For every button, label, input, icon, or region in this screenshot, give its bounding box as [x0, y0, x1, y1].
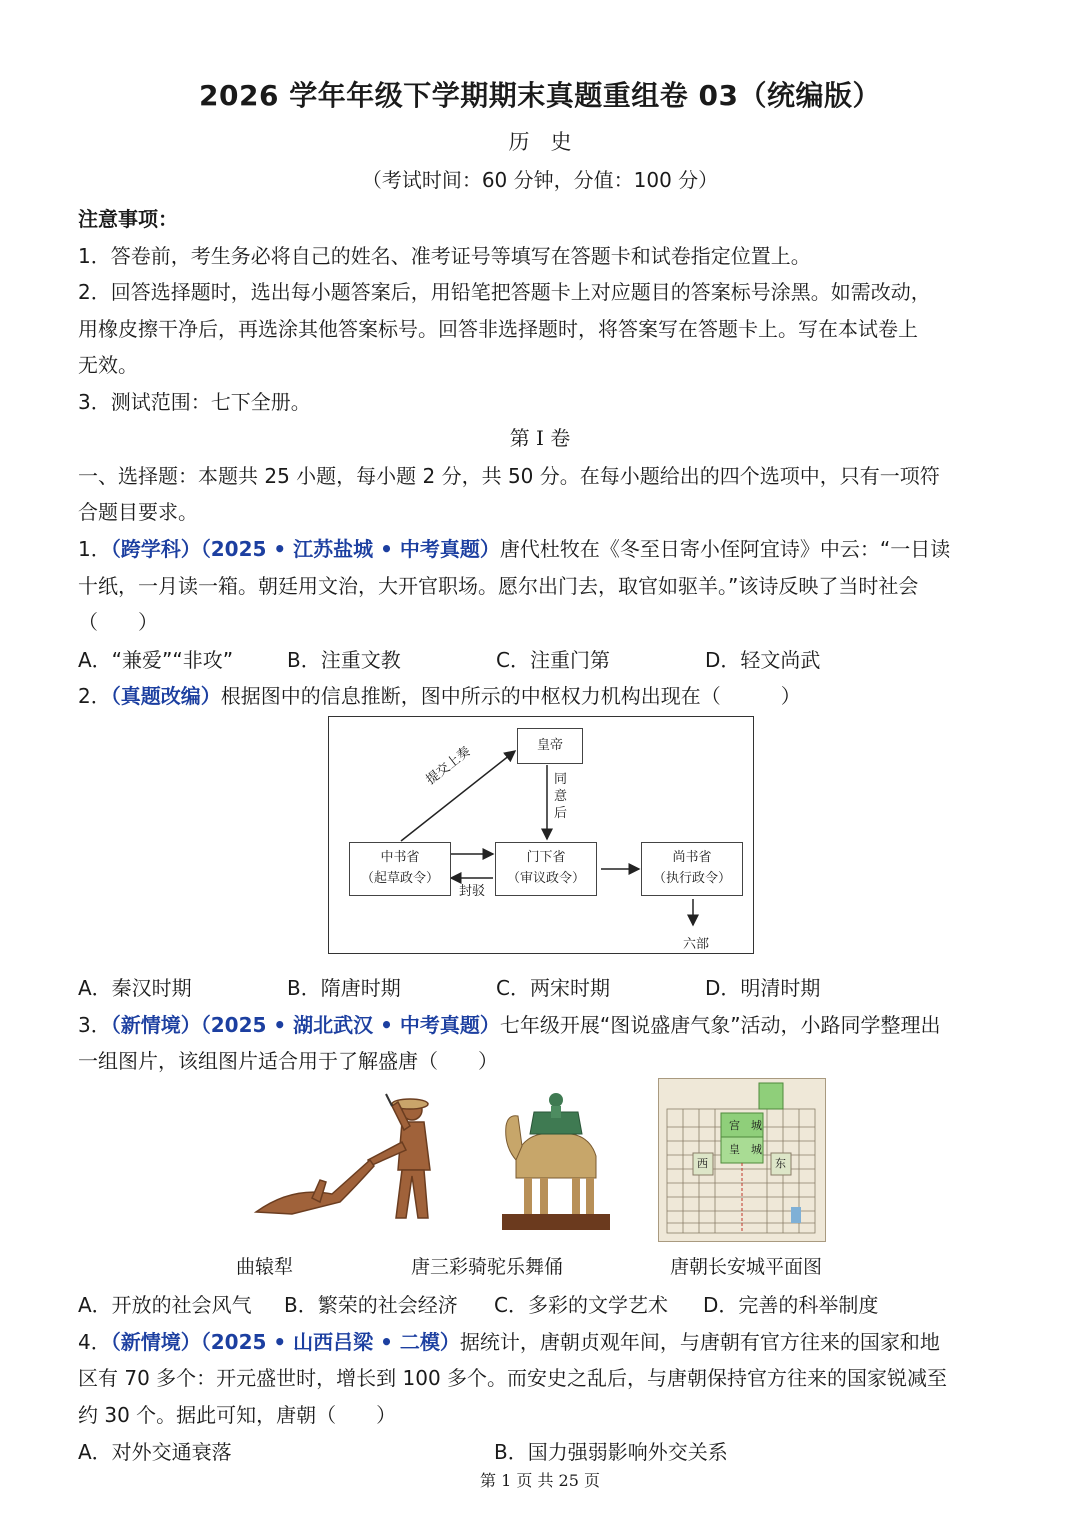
subject-label: 历 史 [508, 130, 572, 154]
question-1-line-1 [78, 533, 950, 562]
sixbu-label: 六部 [683, 937, 710, 952]
question-number: 4． [78, 1330, 111, 1354]
question-text: 根据图中的信息推断，图中所示的中枢权力机构出现在（ ） [220, 684, 801, 708]
question-3-line-2: 一组图片，该组图片适合用于了解盛唐（ ） [78, 1049, 498, 1073]
q3-option-b: B．繁荣的社会经济 [284, 1293, 458, 1317]
question-text: 七年级开展“图说盛唐气象”活动，小路同学整理出 [499, 1013, 941, 1037]
page-number-footer: 第 1 页 共 25 页 [480, 1471, 600, 1490]
exam-info: （考试时间：60 分钟，分值：100 分） [361, 168, 719, 192]
question-text: 唐代杜牧在《冬至日寄小侄阿宜诗》中云：“一日读 [499, 537, 951, 561]
q1-option-a: A．“兼爱”“非攻” [78, 648, 234, 672]
tang-sancai-camel-image [496, 1086, 616, 1236]
question-number: 2． [78, 684, 111, 708]
curved-plough-image [252, 1090, 462, 1230]
dancer-body [551, 1106, 561, 1118]
question-text: 据统计，唐朝贞观年间，与唐朝有官方往来的国家和地 [459, 1330, 940, 1354]
changan-map-image [658, 1078, 826, 1242]
lake [791, 1207, 801, 1223]
east-label: 东 [775, 1157, 786, 1170]
zhongshu-box [349, 842, 451, 896]
question-source: （真题改编） [110, 684, 221, 708]
q2-option-a: A．秦汉时期 [78, 976, 192, 1000]
question-source: （跨学科）（2025 • 江苏盐城 • 中考真题） [110, 537, 500, 561]
question-3-line-1 [78, 1009, 941, 1038]
farmer-legs [396, 1170, 428, 1218]
camel-leg [524, 1178, 532, 1214]
submit-label: 提交上奏 [423, 744, 474, 788]
question-1-line-3: （ ） [78, 610, 158, 634]
q3-option-d: D．完善的科举制度 [703, 1293, 879, 1317]
government-structure-diagram [328, 716, 754, 954]
question-number: 1． [78, 537, 111, 561]
camel-leg [586, 1178, 594, 1214]
zhongshu-name: 中书省 [380, 850, 420, 865]
question-source: （新情境）（2025 • 湖北武汉 • 中考真题） [110, 1013, 500, 1037]
question-2-line-1 [78, 680, 801, 709]
q4-option-a: A．对外交通衰落 [78, 1440, 232, 1464]
menxia-name: 门下省 [526, 850, 566, 865]
question-source: （新情境）（2025 • 山西吕梁 • 二模） [110, 1330, 460, 1354]
image-caption-2: 唐三彩骑驼乐舞俑 [411, 1256, 564, 1278]
question-4-line-2: 区有 70 多个：开元盛世时，增长到 100 多个。而安史之乱后，与唐朝保持官方往来的国家锐减至 [78, 1366, 948, 1390]
whip [386, 1094, 392, 1106]
section-instructions-line-2: 合题目要求。 [78, 500, 198, 524]
agree-label: 同意后 [554, 772, 568, 821]
notice-item-3: 3．测试范围：七下全册。 [78, 390, 311, 414]
camel-leg [572, 1178, 580, 1214]
section-instructions-line-1: 一、选择题：本题共 25 小题，每小题 2 分，共 50 分。在每小题给出的四个选项中，只有一项符 [78, 464, 940, 488]
imperial-label: 皇 城 [729, 1143, 762, 1156]
menxia-box [495, 842, 597, 896]
plough-beam [256, 1160, 374, 1214]
q2-option-b: B．隋唐时期 [287, 976, 401, 1000]
figurine-base [502, 1214, 610, 1230]
q4-option-b: B．国力强弱影响外交关系 [494, 1440, 728, 1464]
question-1-line-2: 十纸，一月读一箱。朝廷用文治，大开官职场。愿尔出门去，取官如驱羊。”该诗反映了当时社会 [78, 574, 919, 598]
question-4-line-3: 约 30 个。据此可知，唐朝（ ） [78, 1403, 397, 1427]
question-number: 3． [78, 1013, 111, 1037]
part-label: 第 I 卷 [509, 426, 571, 450]
q1-option-b: B．注重文教 [287, 648, 401, 672]
menxia-role: （审议政令） [506, 871, 585, 886]
palace-label: 宫 城 [729, 1119, 762, 1132]
reject-label: 封驳 [459, 884, 486, 899]
shangshu-role: （执行政令） [652, 871, 731, 886]
question-4-line-1 [78, 1326, 940, 1355]
west-label: 西 [697, 1157, 708, 1170]
zhongshu-role: （起草政令） [360, 871, 439, 886]
q2-option-c: C．两宋时期 [496, 976, 610, 1000]
notice-item-2-line-3: 无效。 [78, 353, 138, 377]
camel-body [516, 1133, 596, 1178]
shangshu-name: 尚书省 [672, 850, 712, 865]
document-title: 2026 学年年级下学期期末真题重组卷 03（统编版） [199, 79, 881, 112]
image-caption-1: 曲辕犁 [236, 1256, 294, 1278]
dancer-head [549, 1093, 563, 1107]
image-caption-3: 唐朝长安城平面图 [670, 1256, 823, 1278]
emperor-box: 皇帝 [517, 728, 583, 764]
notice-item-2-line-1: 2．回答选择题时，选出每小题答案后，用铅笔把答题卡上对应题目的答案标号涂黑。如需改动， [78, 280, 931, 304]
camel-leg [540, 1178, 548, 1214]
notice-item-2-line-2: 用橡皮擦干净后，再选涂其他答案标号。回答非选择题时，将答案写在答题卡上。写在本试卷上 [78, 317, 918, 341]
daming-palace [759, 1083, 783, 1109]
q1-option-d: D．轻文尚武 [705, 648, 821, 672]
notice-item-1: 1．答卷前，考生务必将自己的姓名、准考证号等填写在答题卡和试卷指定位置上。 [78, 244, 811, 268]
q3-option-a: A．开放的社会风气 [78, 1293, 252, 1317]
changan-map-grid [659, 1079, 825, 1241]
q1-option-c: C．注重门第 [496, 648, 610, 672]
notice-heading: 注意事项： [78, 207, 178, 231]
shangshu-box [641, 842, 743, 896]
q2-option-d: D．明清时期 [705, 976, 821, 1000]
q3-option-c: C．多彩的文学艺术 [494, 1293, 668, 1317]
